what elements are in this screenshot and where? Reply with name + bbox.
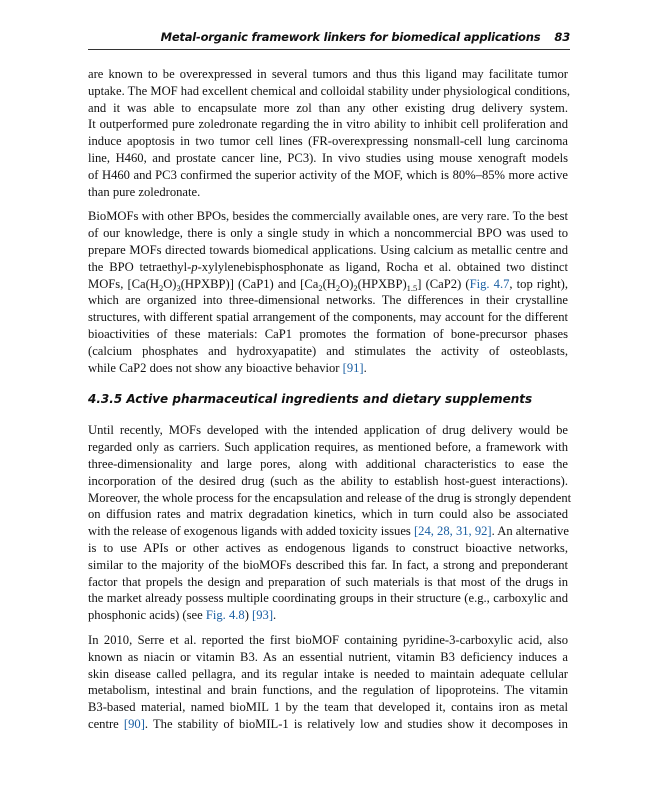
text-line: three-dimensionality and large pores, along with additional characteristics to ease the [88,456,568,471]
text-line: It outperformed pure zoledronate regarding the in vitro ability to inhibit cell proliferation and [88,117,568,132]
text-line: is to use APIs or other actives as endogenous ligands to construct bioactive networks, [88,540,568,555]
reference-link[interactable]: [90] [123,716,145,731]
text-line [88,259,568,276]
text-line: uptake. The MOF had excellent chemical and colloidal stability under physiological conditions, [88,83,571,98]
paragraph [88,632,568,733]
text-line: skin disease called pellagra, and its regular intake is needed to maintain adequate cellular [88,666,568,681]
text-line: Moreover, the whole process for the encapsulation and release of the drug is strongly dependent [88,490,572,505]
text-line: are known to be overexpressed in several tumors and thus this ligand may facilitate tumor [88,67,568,81]
text-run: with the release of exogenous ligands with added toxicity issues [88,524,414,539]
text-line [88,276,568,293]
text-line: the market already possess multiple coordinating groups in their structure (e.g., carboxylic and [88,591,568,606]
text-line: line, H460, and prostate cancer line, PC3). In vivo studies using mouse xenograft models [88,150,568,165]
italic-text: p [191,259,198,274]
subscript: 2 [353,282,358,293]
section-heading: 4.3.5 Active pharmaceutical ingredients and dietary supplements [88,392,533,407]
text-line: incorporation of the desired drug (such as the ability to establish host-guest interactions). [88,473,568,488]
page-number: 83 [554,30,570,44]
text-line: of our knowledge, there is only a single study in which a noncommercial BPO was used to [88,226,568,241]
text-run: (H [322,276,336,291]
text-line: (calcium phosphates and hydroxyapatite) and stimulates the activity of osteoblasts, [88,343,568,358]
text-line: structures, with different spatial arrangement of the components, may account for the different [88,310,568,325]
paragraph [88,208,568,376]
text-line: on diffusion rates and matrix degradation kinetics, which in turn could also be associated [88,507,568,522]
text-run: (HPXBP)] (CaP1) and [Ca [180,276,319,291]
text-run: . An alternative [491,524,569,539]
page-body [88,66,572,741]
text-line: In 2010, Serre et al. reported the first bioMOF containing pyridine-3-carboxylic acid, also [88,632,568,647]
text-run: (HPXBP) [357,276,407,291]
reference-link[interactable]: [24, 28, 31, 92] [413,524,492,539]
text-line: Until recently, MOFs developed with the intended application of drug delivery would be [88,423,568,438]
text-line [88,360,568,377]
text-line: which are organized into three-dimensional networks. The differences in their crystalline [88,293,568,308]
text-line: B3-based material, named bioMIL 1 by the team that developed it, contains iron as metal [88,700,568,715]
text-run: . [363,360,367,375]
text-run: centre [88,716,124,731]
text-line: metabolism, intestinal and brain functions, and the regulation of lipoproteins. The vitamin [88,683,568,698]
subscript: 2 [318,282,323,293]
subscript: 1.5 [406,282,418,293]
text-line: bioactivities of these materials: CaP1 promotes the formation of bone-precursor phases [88,326,568,341]
text-line [88,523,568,540]
text-run: . [273,608,277,623]
reference-link[interactable]: [91] [342,360,364,375]
text-line [88,607,568,624]
text-line: of H460 and PC3 confirmed the superior activity of the MOF, which is 80%–85% more active [88,167,568,182]
text-line [88,716,568,733]
text-line: known as niacin or vitamin B3. As an essential nutrient, vitamin B3 deficiency induces a [88,649,568,664]
text-run: ) [244,608,253,623]
text-run: -xylylenebisphosphonate as ligand, Rocha et al. obtained two distinct [197,259,568,274]
subscript: 2 [158,282,164,293]
text-run: while CaP2 does not show any bioactive behavior [88,360,343,375]
text-run: , top right), [509,276,568,291]
text-line: prepare MOFs directed towards biomedical applications. Using calcium as metallic centre and [88,242,568,257]
text-line: BioMOFs with other BPOs, besides the commercially available ones, are very rare. To the best [88,209,568,224]
reference-link[interactable]: Fig. 4.7 [469,276,510,291]
running-header [88,30,570,50]
text-run: phosphonic acids) (see [88,608,206,623]
text-line: factor that propels the design and preparation of such materials is that most of the drugs in [88,574,568,589]
text-run: O) [163,276,177,291]
paragraph [88,66,571,200]
paragraph [88,422,572,624]
text-run: O) [340,276,354,291]
text-line: similar to the majority of the bioMOFs described this far. In fact, a strong and preponderant [88,557,568,572]
reference-link[interactable]: Fig. 4.8 [205,608,245,623]
text-line: induce apoptosis in two tumor cell lines (FR-overexpressing nonsmall-cell lung carcinoma [88,134,568,149]
text-line: than pure zoledronate. [88,184,201,199]
text-line: and it was able to encapsulate more zol than any other existing drug delivery system. [88,100,568,115]
running-header-title: Metal-organic framework linkers for biomedical applications [160,30,541,44]
text-run: . The stability of bioMIL-1 is relatively low and studies show it decomposes in [144,716,568,731]
text-line: regarded only as carriers. Such application requires, as mentioned before, a framework with [88,440,568,455]
subscript: 3 [176,282,181,293]
text-run: ] (CaP2) ( [417,276,470,291]
reference-link[interactable]: [93] [252,608,274,623]
text-run: MOFs, [Ca(H [88,276,159,291]
text-run: the BPO tetraethyl- [88,259,192,274]
subscript: 2 [335,282,341,293]
